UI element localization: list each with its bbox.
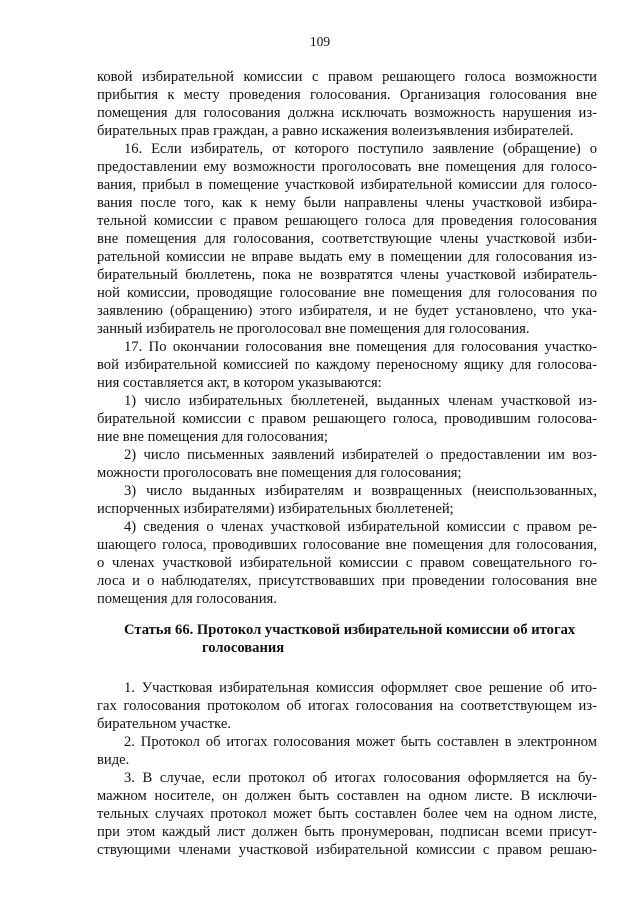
text-line: виде. [97,752,130,768]
text-line: тельной комиссии с правом решающего голоса для проведения голосования [97,213,597,229]
text-line: ной комиссии, проводящие голосование вне помещения для голосования по [97,285,597,301]
text-line: вне помещения для голосования, соответствующие члены участковой изби- [97,231,597,247]
page-number: 109 [309,34,331,49]
text-line: бирательном участке. [97,716,231,732]
text-line: 2. Протокол об итогах голосования может быть составлен в электронном [124,734,597,750]
text-line: 1) число избирательных бюллетеней, выданных членам участковой из- [124,393,597,409]
text-line: бирательных прав граждан, а равно искажения волеизъявления избирателей. [97,123,574,139]
text-line: тельных случаях протокол может быть составлен более чем на одном листе, [97,806,597,822]
text-line: 16. Если избиратель, от которого поступило заявление (обращение) о [124,141,597,157]
text-line: 3) число выданных избирателям и возвращенных (неиспользованных, [124,483,597,499]
text-line: 1. Участковая избирательная комиссия оформляет свое решение об ито- [124,680,597,696]
text-line: бирательной комиссии с правом решающего голоса, проводившим голосова- [97,411,597,427]
text-line: о членах участковой избирательной комиссии с правом совещательного го- [97,555,597,571]
text-line: 3. В случае, если протокол об итогах голосования оформляется на бу- [124,770,597,786]
text-line: заявлению (обращению) этого избирателя, и не будет установлено, что ука- [97,303,597,319]
text-line: помещения для голосования. [97,591,277,607]
text-line: мажном носителе, он должен быть составлен на одном листе. В исключи- [97,788,597,804]
text-line: 2) число письменных заявлений избирателей о предоставлении им воз- [124,447,597,463]
text-line: 4) сведения о членах участковой избирательной комиссии с правом ре- [124,519,597,535]
text-line: бирательный бюллетень, пока не возвратятся члены участковой избиратель- [97,267,597,283]
text-line: ние вне помещения для голосования; [97,429,328,445]
text-line: вой избирательной комиссией по каждому переносному ящику для голосова- [97,357,597,373]
article-heading-line: Статья 66. Протокол участковой избирательной комиссии об итогах [124,622,576,638]
text-line: 17. По окончании голосования вне помещения для голосования участко- [124,339,597,355]
text-line: ния составляется акт, в котором указываются: [97,375,382,391]
text-line: вания, прибыл в помещение участковой избирательной комиссии для голосо- [97,177,597,193]
text-line: помещения для голосования должна исключать возможность нарушения из- [97,105,597,121]
text-line: ковой избирательной комиссии с правом решающего голоса возможности [97,69,597,85]
text-line: вания после того, как к нему были направлены члены участковой избира- [97,195,597,211]
text-line: можности проголосовать вне помещения для голосования; [97,465,462,481]
article-heading-line: голосования [202,640,285,656]
text-line: при этом каждый лист должен быть пронумерован, подписан всеми присут- [97,824,597,840]
text-line: ствующими членами участковой избирательной комиссии с правом решаю- [97,842,597,858]
text-line: лоса и о наблюдателях, присутствовавших при проведении голосования вне [97,573,597,589]
text-line: шающего голоса, проводивших голосование вне помещения для голосования, [97,537,597,553]
text-line: испорченных избирателями) избирательных бюллетеней; [97,501,454,517]
text-line: занный избиратель не проголосовал вне помещения для голосования. [97,321,530,337]
text-line: предоставлении ему возможности проголосовать вне помещения для голосо- [97,159,597,175]
text-line: гах голосования протоколом об итогах голосования на соответствующем из- [97,698,597,714]
text-line: прибытия к месту проведения голосования. Организация голосования вне [97,87,597,103]
text-line: рательной комиссии не вправе выдать ему в помещении для голосования из- [97,249,597,265]
